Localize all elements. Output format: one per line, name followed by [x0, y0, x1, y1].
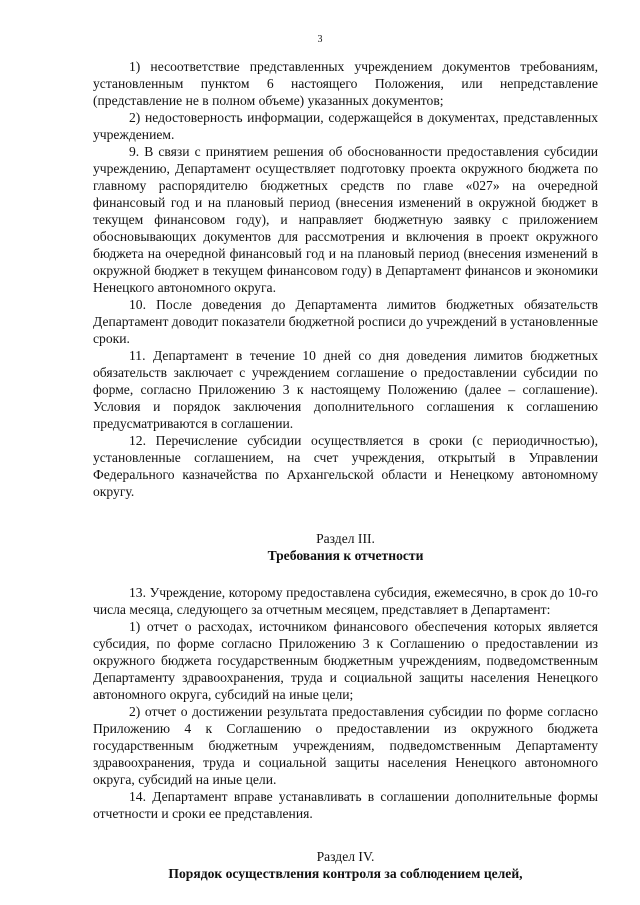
- paragraph: 12. Перечисление субсидии осуществляется в сроки (с периодичностью), установленные соглашением, на счет учреждения, открытый в Управлении Федерального казначейства по Архангельской области и Ненецкому автономному округу.: [93, 433, 598, 499]
- spacer: [93, 500, 598, 530]
- paragraph: 11. Департамент в течение 10 дней со дня доведения лимитов бюджетных обязательств заключает с учреждением соглашение о предоставлении субсидии по форме, согласно Приложению 3 к настоящему Положению (далее – соглашение). Условия и порядок заключения дополнительного соглашения к соглашению предусматриваются в соглашении.: [93, 348, 598, 431]
- paragraph: 2) отчет о достижении результата предоставления субсидии по форме согласно Приложению 4 к Соглашению о предоставлении из окружного бюджета государственным бюджетным учреждениям, подведомственным Департаменту здравоохранения, труда и социальной защиты населения Ненецкого автономного округа, субсидий на иные цели.: [93, 704, 598, 787]
- paragraph: 13. Учреждение, которому предоставлена субсидия, ежемесячно, в срок до 10-го числа месяца, следующего за отчетным месяцем, представляет в Департамент:: [93, 585, 598, 617]
- document-body: [93, 58, 598, 882]
- page-number: 3: [317, 34, 323, 45]
- paragraph: 1) отчет о расходах, источником финансового обеспечения которых является субсидия, по форме согласно Приложению 3 к Соглашению о предоставлении из окружного бюджета государственным бюджетным учреждениям, подведомственным Департаменту здравоохранения, труда и социальной защиты населения Ненецкого автономного округа, субсидий на иные цели;: [93, 619, 598, 702]
- paragraph: 2) недостоверность информации, содержащейся в документах, представленных учреждением.: [93, 110, 598, 142]
- section-4-title: Раздел IV.: [316, 849, 375, 864]
- section-4-heading: Порядок осуществления контроля за соблюдением целей,: [168, 866, 523, 881]
- section-3-heading: Требования к отчетности: [267, 548, 424, 563]
- section-3-title: Раздел III.: [316, 531, 375, 546]
- paragraph: 10. После доведения до Департамента лимитов бюджетных обязательств Департамент доводит показатели бюджетной росписи до учреждений в установленные сроки.: [93, 297, 598, 346]
- paragraph: 1) несоответствие представленных учреждением документов требованиям, установленным пунктом 6 настоящего Положения, или непредставление (представление не в полном объеме) указанных документов;: [93, 59, 598, 108]
- spacer: [93, 822, 598, 848]
- paragraph: 9. В связи с принятием решения об обоснованности предоставления субсидии учреждению, Департамент осуществляет подготовку проекта окружного бюджета по главному распорядителю бюджетных средств по главе «027» на очередной финансовый год и на плановый период (внесения изменений в окружной бюджет в текущем финансовом году), и направляет бюджетную заявку с приложением обосновывающих документов для рассмотрения и включения в проект окружного бюджета на очередной финансовый год и на плановый период (внесения изменений в окружной бюджет в текущем финансовом году) в Департамент финансов и экономики Ненецкого автономного округа.: [93, 144, 598, 295]
- paragraph: 14. Департамент вправе устанавливать в соглашении дополнительные формы отчетности и сроки ее представления.: [93, 789, 598, 821]
